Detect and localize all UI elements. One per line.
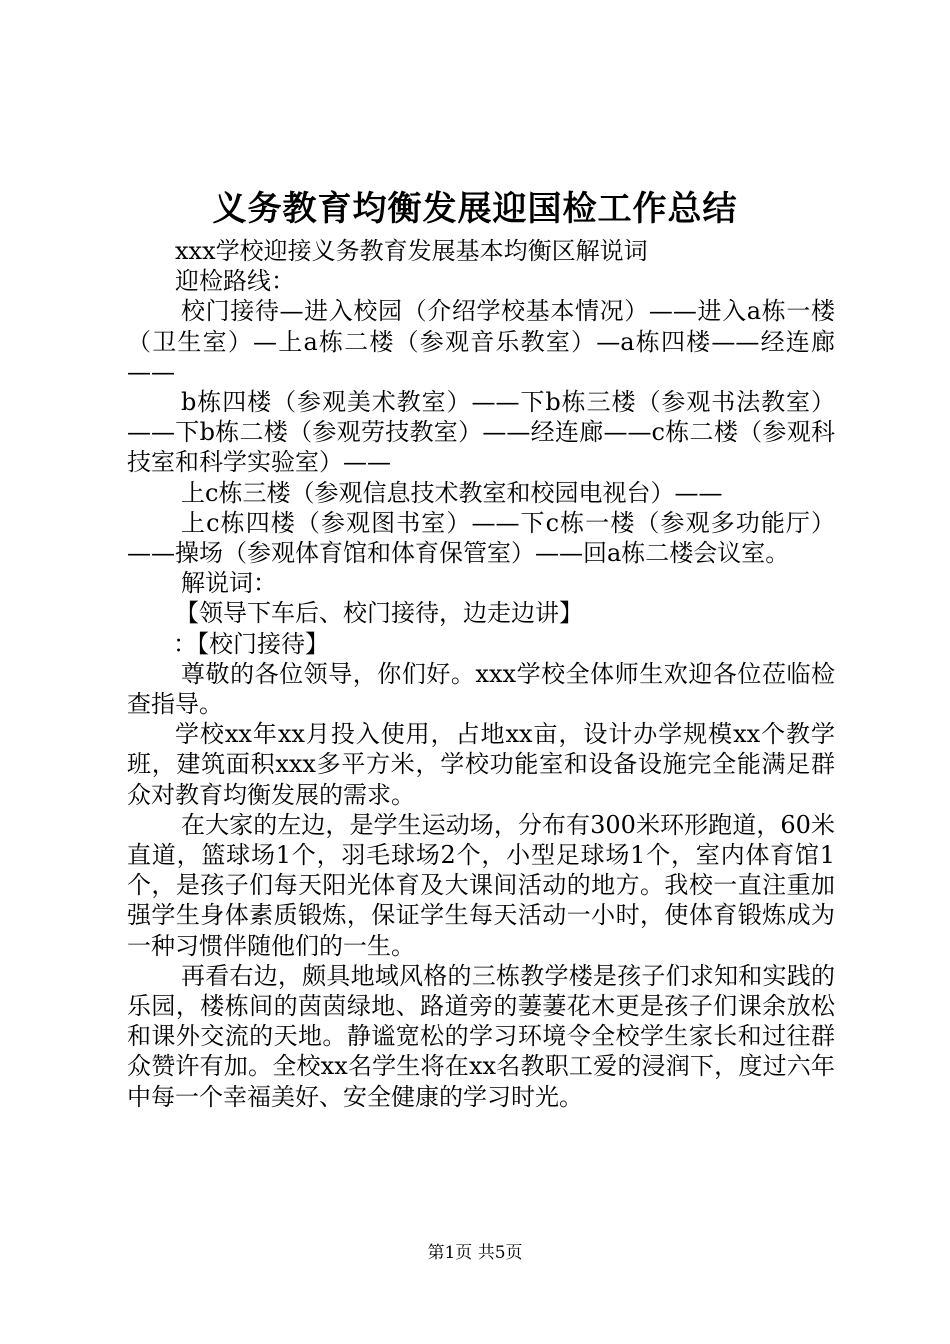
paragraph-route-4: 上c栋四楼（参观图书室）——下c栋一楼（参观多功能厅）——操场（参观体育馆和体育保管室）——回a栋二楼会议室。: [127, 508, 835, 568]
paragraph-subtitle: xxx学校迎接义务教育发展基本均衡区解说词: [175, 237, 648, 265]
paragraph-route-3: 上c栋三楼（参观信息技术教室和校园电视台）——: [181, 478, 723, 507]
paragraph-commentary-heading: 解说词：: [181, 569, 277, 598]
paragraph-route-2: b栋四楼（参观美术教室）——下b栋三楼（参观书法教室）——下b栋二楼（参观劳技教室）——经连廊——c栋二楼（参观科技室和科学实验室）——: [127, 388, 835, 477]
paragraph-note: 【领导下车后、校门接待，边走边讲】: [175, 599, 583, 628]
document-body: [127, 236, 835, 1112]
paragraph-greeting: 尊敬的各位领导，你们好。xxx学校全体师生欢迎各位莅临检查指导。: [127, 659, 835, 719]
paragraph-route-heading: 迎检路线：: [175, 267, 295, 296]
page-number-footer: 第1页 共5页: [427, 1243, 523, 1263]
paragraph-section-gate: ：【校门接待】: [173, 629, 329, 658]
paragraph-school-intro: 学校xx年xx月投入使用，占地xx亩，设计办学规模xx个教学班，建筑面积xxx多平方米，学校功能室和设备设施完全能满足群众对教育均衡发展的需求。: [127, 720, 835, 809]
paragraph-teaching-buildings: 再看右边，颇具地域风格的三栋教学楼是孩子们求知和实践的乐园，楼栋间的茵茵绿地、路道旁的萋萋花木更是孩子们课余放松和课外交流的天地。静谧宽松的学习环境令全校学生家长和过往群众赞许有加。全校xx名学生将在xx名教职工爱的浸润下，度过六年中每一个幸福美好、安全健康的学习时光。: [127, 961, 835, 1111]
document-title: 义务教育均衡发展迎国检工作总结: [212, 189, 738, 229]
paragraph-route-1: 校门接待—进入校园（介绍学校基本情况）——进入a栋一楼（卫生室）—上a栋二楼（参观音乐教室）—a栋四楼——经连廊——: [127, 297, 835, 386]
paragraph-sports-field: 在大家的左边，是学生运动场，分布有300米环形跑道，60米直道，篮球场1个，羽毛球场2个，小型足球场1个，室内体育馆1个，是孩子们每天阳光体育及大课间活动的地方。我校一直注重加强学生身体素质锻炼，保证学生每天活动一小时，使体育锻炼成为一种习惯伴随他们的一生。: [127, 810, 835, 960]
